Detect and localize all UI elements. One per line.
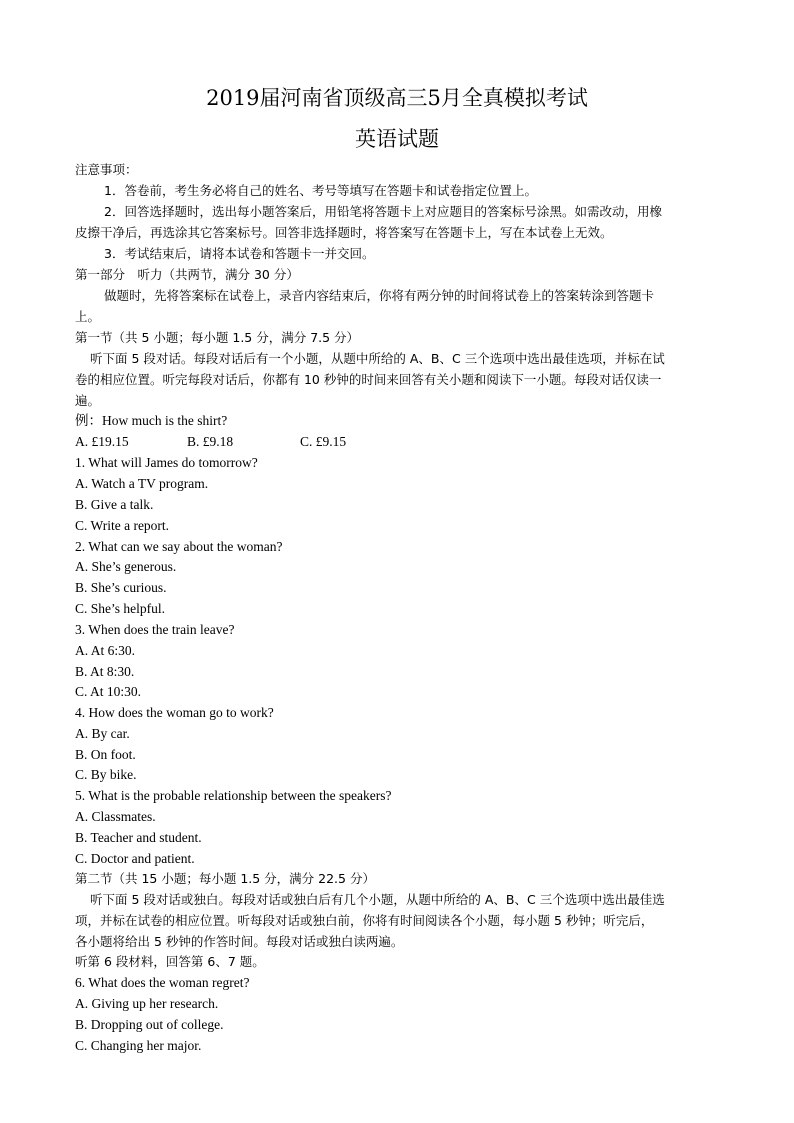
question-6-option-c: C. Changing her major.: [75, 1038, 202, 1053]
question-2-option-a: A. She’s generous.: [75, 559, 177, 574]
section2-instruction-line-2: 项，并标在试卷的相应位置。听每段对话或独白前，你将有时间阅读各个小题，每小题 5 秒钟；听完后，: [75, 913, 654, 928]
notice-heading: 注意事项：: [75, 162, 138, 177]
question-3-option-c: C. At 10:30.: [75, 684, 142, 699]
question-6-option-b: B. Dropping out of college.: [75, 1017, 224, 1032]
question-1-option-c: C. Write a report.: [75, 518, 170, 533]
question-4-option-b: B. On foot.: [75, 747, 136, 762]
exam-title: 2019届河南省顶级高三5月全真模拟考试: [206, 86, 588, 110]
section2-heading: 第二节（共 15 小题；每小题 1.5 分，满分 22.5 分）: [75, 871, 375, 886]
section1-instruction-line-3: 遍。: [75, 393, 101, 408]
question-3-option-a: A. At 6:30.: [75, 643, 136, 658]
example-option-c: C. £9.15: [300, 434, 347, 449]
notice-item-2-line-1: 2．回答选择题时，选出每小题答案后，用铅笔将答题卡上对应题目的答案标号涂黑。如需改动，用橡: [104, 204, 662, 219]
example-option-b: B. £9.18: [187, 434, 234, 449]
part1-instruction-line-2: 上。: [75, 309, 101, 324]
question-4-option-a: A. By car.: [75, 726, 130, 741]
exam-subtitle: 英语试题: [355, 127, 439, 151]
section2-instruction-line-3: 各小题将给出 5 秒钟的作答时间。每段对话或独白读两遍。: [75, 934, 404, 949]
material-6-label: 听第 6 段材料，回答第 6、7 题。: [75, 954, 265, 969]
question-5-option-b: B. Teacher and student.: [75, 830, 202, 845]
question-3: 3. When does the train leave?: [75, 622, 235, 637]
question-3-option-b: B. At 8:30.: [75, 664, 135, 679]
question-1: 1. What will James do tomorrow?: [75, 455, 258, 470]
question-6-option-a: A. Giving up her research.: [75, 996, 219, 1011]
example-question: 例：How much is the shirt?: [75, 413, 228, 428]
section2-instruction-line-1: 听下面 5 段对话或独白。每段对话或独白后有几个小题，从题中所给的 A、B、C 三个选项中选出最佳选: [90, 892, 665, 907]
section1-instruction-line-2: 卷的相应位置。听完每段对话后，你都有 10 秒钟的时间来回答有关小题和阅读下一小题。每段对话仅读一: [75, 372, 662, 387]
question-2-option-b: B. She’s curious.: [75, 580, 167, 595]
section1-instruction-line-1: 听下面 5 段对话。每段对话后有一个小题，从题中所给的 A、B、C 三个选项中选出最佳选项，并标在试: [90, 351, 665, 366]
question-5-option-a: A. Classmates.: [75, 809, 156, 824]
question-1-option-a: A. Watch a TV program.: [75, 476, 209, 491]
notice-item-2-line-2: 皮擦干净后，再选涂其它答案标号。回答非选择题时，将答案写在答题卡上，写在本试卷上无效。: [75, 225, 613, 240]
question-2-option-c: C. She’s helpful.: [75, 601, 165, 616]
question-2: 2. What can we say about the woman?: [75, 539, 283, 554]
example-options: [75, 431, 725, 452]
part1-heading: 第一部分 听力（共两节，满分 30 分）: [75, 267, 299, 282]
part1-instruction-line-1: 做题时，先将答案标在试卷上，录音内容结束后，你将有两分钟的时间将试卷上的答案转涂到答题卡: [104, 288, 655, 303]
example-option-a: A. £19.15: [75, 434, 129, 449]
notice-item-1: 1．答卷前，考生务必将自己的姓名、考号等填写在答题卡和试卷指定位置上。: [104, 183, 537, 198]
question-5: 5. What is the probable relationship between the speakers?: [75, 788, 392, 803]
question-4: 4. How does the woman go to work?: [75, 705, 274, 720]
section1-heading: 第一节（共 5 小题；每小题 1.5 分，满分 7.5 分）: [75, 330, 360, 345]
question-6: 6. What does the woman regret?: [75, 975, 250, 990]
question-5-option-c: C. Doctor and patient.: [75, 851, 195, 866]
notice-item-3: 3．考试结束后，请将本试卷和答题卡一并交回。: [104, 246, 375, 261]
question-4-option-c: C. By bike.: [75, 767, 137, 782]
question-1-option-b: B. Give a talk.: [75, 497, 154, 512]
